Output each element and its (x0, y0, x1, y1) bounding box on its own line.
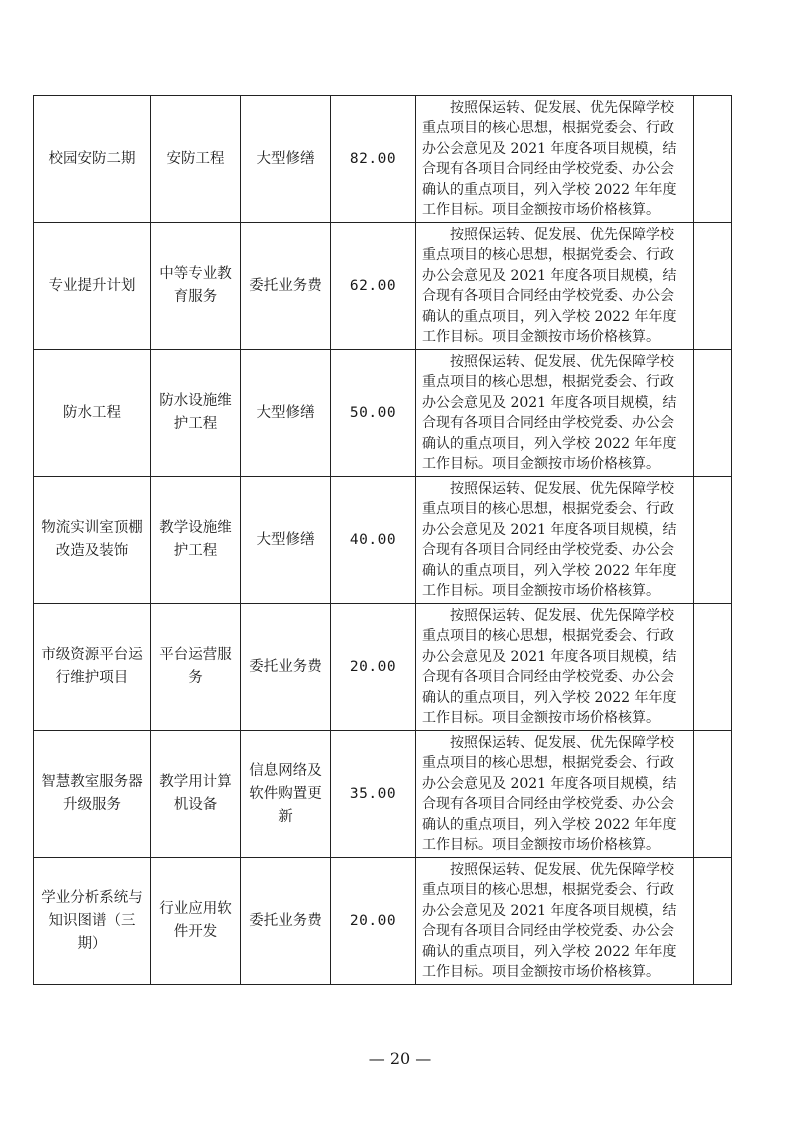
table-row (34, 96, 732, 223)
note-cell (694, 96, 732, 223)
basis-cell (416, 731, 694, 858)
category-cell (151, 223, 241, 350)
project-name-cell-text: 市级资源平台运行维护项目 (41, 647, 143, 686)
note-cell (694, 477, 732, 604)
expense-type-cell-text: 信息网络及软件购置更新 (249, 762, 322, 825)
expense-type-cell (241, 858, 331, 985)
category-cell (151, 604, 241, 731)
expense-type-cell (241, 477, 331, 604)
note-cell (694, 223, 732, 350)
project-budget-table (33, 95, 732, 985)
category-cell-text: 平台运营服务 (159, 647, 232, 686)
project-name-cell-text: 智慧教室服务器升级服务 (41, 774, 143, 813)
category-cell (151, 350, 241, 477)
basis-cell-text: 按照保运转、促发展、优先保障学校重点项目的核心思想，根据党委会、行政办公会意见及 2021 年度各项目规模，结合现有各项目合同经由学校党委、办公会确认的重点项目，列入学校 2022 年年度工作目标。项目金额按市场价格核算。 (422, 861, 677, 980)
table-row (34, 350, 732, 477)
project-name-cell-text: 学业分析系统与知识图谱（三期） (41, 889, 143, 952)
amount-cell (331, 731, 416, 858)
category-cell-text: 教学设施维护工程 (159, 520, 232, 559)
basis-cell-text: 按照保运转、促发展、优先保障学校重点项目的核心思想，根据党委会、行政办公会意见及 2021 年度各项目规模，结合现有各项目合同经由学校党委、办公会确认的重点项目，列入学校 2022 年年度工作目标。项目金额按市场价格核算。 (422, 99, 677, 218)
project-name-cell (34, 858, 151, 985)
expense-type-cell-text: 委托业务费 (249, 658, 322, 675)
table-row (34, 731, 732, 858)
expense-type-cell-text: 大型修缮 (256, 404, 315, 421)
category-cell-text: 防水设施维护工程 (159, 393, 232, 432)
expense-type-cell (241, 731, 331, 858)
note-cell (694, 731, 732, 858)
category-cell-text: 安防工程 (166, 150, 225, 167)
amount-cell-text: 20.00 (349, 658, 397, 675)
project-name-cell (34, 731, 151, 858)
page-number: — 20 — (368, 1049, 432, 1068)
basis-cell-text: 按照保运转、促发展、优先保障学校重点项目的核心思想，根据党委会、行政办公会意见及 2021 年度各项目规模，结合现有各项目合同经由学校党委、办公会确认的重点项目，列入学校 2022 年年度工作目标。项目金额按市场价格核算。 (422, 734, 677, 853)
amount-cell-text: 20.00 (349, 912, 397, 929)
basis-cell-text: 按照保运转、促发展、优先保障学校重点项目的核心思想，根据党委会、行政办公会意见及 2021 年度各项目规模，结合现有各项目合同经由学校党委、办公会确认的重点项目，列入学校 2022 年年度工作目标。项目金额按市场价格核算。 (422, 480, 677, 599)
amount-cell (331, 96, 416, 223)
amount-cell (331, 604, 416, 731)
amount-cell-text: 50.00 (349, 404, 397, 421)
expense-type-cell-text: 大型修缮 (256, 531, 315, 548)
category-cell-text: 中等专业教育服务 (159, 266, 232, 305)
basis-cell (416, 858, 694, 985)
project-name-cell-text: 校园安防二期 (48, 150, 136, 167)
basis-cell (416, 604, 694, 731)
expense-type-cell (241, 350, 331, 477)
note-cell (694, 604, 732, 731)
amount-cell (331, 477, 416, 604)
table-body (34, 96, 732, 985)
table-row (34, 477, 732, 604)
table-row (34, 223, 732, 350)
amount-cell-text: 35.00 (349, 785, 397, 802)
project-name-cell-text: 专业提升计划 (48, 277, 136, 294)
amount-cell (331, 223, 416, 350)
amount-cell (331, 350, 416, 477)
project-name-cell (34, 96, 151, 223)
note-cell (694, 858, 732, 985)
amount-cell-text: 40.00 (349, 531, 397, 548)
basis-cell (416, 477, 694, 604)
table-row (34, 858, 732, 985)
basis-cell-text: 按照保运转、促发展、优先保障学校重点项目的核心思想，根据党委会、行政办公会意见及 2021 年度各项目规模，结合现有各项目合同经由学校党委、办公会确认的重点项目，列入学校 2022 年年度工作目标。项目金额按市场价格核算。 (422, 353, 677, 472)
basis-cell (416, 96, 694, 223)
project-name-cell (34, 477, 151, 604)
project-name-cell (34, 350, 151, 477)
category-cell-text: 教学用计算机设备 (159, 774, 232, 813)
expense-type-cell (241, 223, 331, 350)
table-row (34, 604, 732, 731)
amount-cell-text: 82.00 (349, 150, 397, 167)
category-cell (151, 477, 241, 604)
amount-cell-text: 62.00 (349, 277, 397, 294)
project-name-cell-text: 物流实训室顶棚改造及装饰 (41, 520, 143, 559)
amount-cell (331, 858, 416, 985)
expense-type-cell (241, 96, 331, 223)
project-name-cell-text: 防水工程 (63, 404, 121, 421)
category-cell (151, 96, 241, 223)
category-cell (151, 858, 241, 985)
category-cell (151, 731, 241, 858)
note-cell (694, 350, 732, 477)
basis-cell-text: 按照保运转、促发展、优先保障学校重点项目的核心思想，根据党委会、行政办公会意见及 2021 年度各项目规模，结合现有各项目合同经由学校党委、办公会确认的重点项目，列入学校 2022 年年度工作目标。项目金额按市场价格核算。 (422, 226, 677, 345)
expense-type-cell-text: 委托业务费 (249, 277, 322, 294)
basis-cell (416, 350, 694, 477)
category-cell-text: 行业应用软件开发 (159, 901, 232, 940)
basis-cell-text: 按照保运转、促发展、优先保障学校重点项目的核心思想，根据党委会、行政办公会意见及 2021 年度各项目规模，结合现有各项目合同经由学校党委、办公会确认的重点项目，列入学校 2022 年年度工作目标。项目金额按市场价格核算。 (422, 607, 677, 726)
project-name-cell (34, 604, 151, 731)
project-name-cell (34, 223, 151, 350)
basis-cell (416, 223, 694, 350)
expense-type-cell-text: 大型修缮 (256, 150, 315, 167)
expense-type-cell (241, 604, 331, 731)
expense-type-cell-text: 委托业务费 (249, 912, 322, 929)
